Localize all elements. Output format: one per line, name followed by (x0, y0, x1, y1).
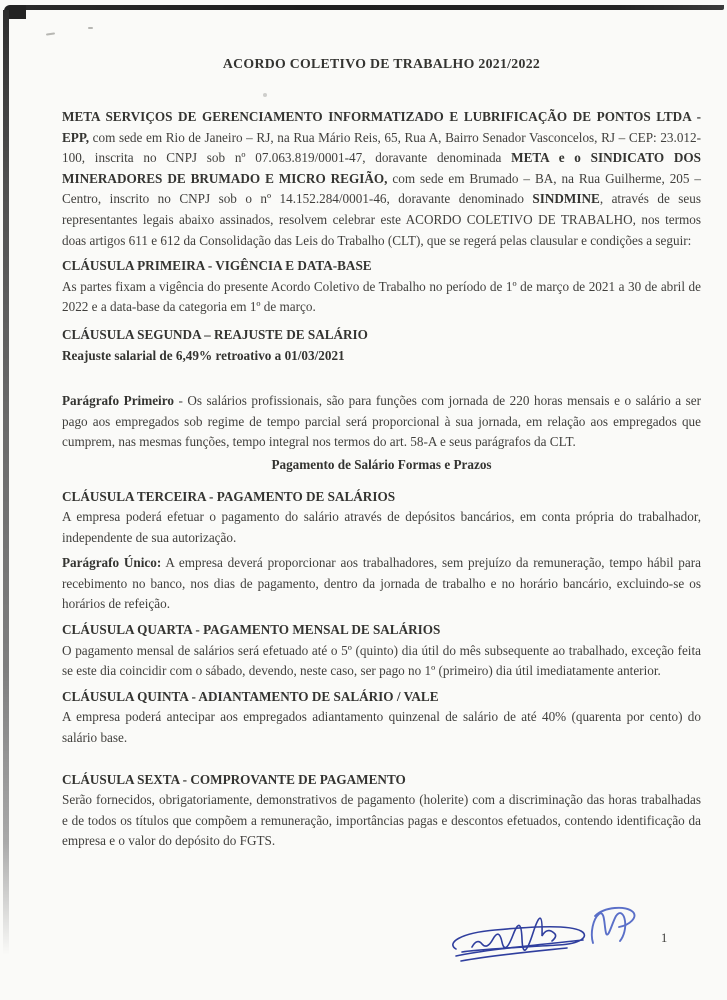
paragraph-lead: Parágrafo Único: (62, 555, 162, 571)
clause-quinta (62, 687, 701, 749)
scan-edge-left (3, 10, 9, 955)
clause-terceira (62, 487, 701, 549)
paragraph-text: A empresa deverá proporcionar aos trabalhadores, sem prejuízo da remuneração, tempo hábil para recebimento no banco, nos dias de pagamento, dentro da jornada de trabalho e no horário bancário, excluindo-se os horários de refeição. (62, 555, 701, 612)
clause-heading: CLÁUSULA SEXTA - COMPROVANTE DE PAGAMENTO (62, 771, 406, 787)
paragrafo-primeiro (62, 391, 701, 453)
section-subtitle: Pagamento de Salário Formas e Prazos (271, 456, 492, 472)
clause-heading: CLÁUSULA QUINTA - ADIANTAMENTO DE SALÁRIO / VALE (62, 688, 439, 704)
clause-segunda (62, 325, 701, 366)
intro-text: , através de seus representantes legais abaixo assinados, resolvem celebrar este ACORDO COLETIVO DE TRABALHO, nos termos doas artigos 611 e 612 da Consolidação das Leis do Trabalho (CLT), que se regerá pelas clausular e condições a seguir: (62, 191, 701, 248)
paragraph-text: - Os salários profissionais, são para funções com jornada de 220 horas mensais e o salário a ser pago aos empregados sob regime de tempo parcial será proporcional à sua jornada, em relação aos empregados que cumprem, nas mesmas funções, tempo integral nos termos do art. 58-A e seus parágrafos da CLT. (62, 393, 702, 450)
clause-body: O pagamento mensal de salários será efetuado até o 5º (quinto) dia útil do mês subsequente ao trabalhado, exceção feita se este dia coincidir com o sábado, devendo, neste caso, ser pago no 1º (primeiro) dia útil imediatamente anterior. (62, 642, 701, 679)
party-union-alias: SINDMINE (532, 191, 600, 207)
clause-body: Reajuste salarial de 6,49% retroativo a 01/03/2021 (62, 347, 345, 363)
party-company-name: META SERVIÇOS DE GERENCIAMENTO INFORMATIZADO E LUBRIFICAÇÃO DE PONTOS LTDA - EPP, (62, 109, 701, 145)
clause-body: A empresa poderá antecipar aos empregados adiantamento quinzenal de salário de até 40% (quarenta por cento) do salário base. (62, 709, 701, 746)
party-union-name: META e o SINDICATO DOS MINERADORES DE BRUMADO E MICRO REGIÃO, (62, 150, 701, 186)
clause-body: A empresa poderá efetuar o pagamento do salário através de depósitos bancários, em conta própria do trabalhador, independente de sua autorização. (62, 509, 701, 545)
clause-heading: CLÁUSULA QUARTA - PAGAMENTO MENSAL DE SALÁRIOS (62, 622, 441, 638)
clause-heading: CLÁUSULA PRIMEIRA - VIGÊNCIA E DATA-BASE (62, 258, 372, 274)
clause-body: As partes fixam a vigência do presente Acordo Coletivo de Trabalho no período de 1º de março de 2021 a 30 de abril de 2022 e a data-base da categoria em 1º de março. (62, 278, 701, 315)
paragrafo-unico (62, 553, 701, 615)
document-title: ACORDO COLETIVO DE TRABALHO 2021/2022 (222, 56, 541, 71)
page-number: 1 (661, 931, 668, 945)
signature-handwriting-icon (440, 903, 655, 985)
signature-area (440, 903, 655, 985)
clause-sexta (62, 770, 701, 852)
clause-heading: CLÁUSULA SEGUNDA – REAJUSTE DE SALÁRIO (62, 326, 368, 342)
intro-text: com sede em Rio de Janeiro – RJ, na Rua Mário Reis, 65, Rua A, Bairro Senador Vasconcelos, RJ – CEP: 23.012-100, inscrita no CNPJ sob nº 07.063.819/0001-47, doravante denominada (62, 129, 701, 166)
clause-body: Serão fornecidos, obrigatoriamente, demonstrativos de pagamento (holerite) com a discriminação das horas trabalhadas e de todos os títulos que compõem a remuneração, importâncias pagas e descontos efetuados, contendo identificação da empresa e o valor do depósito do FGTS. (62, 792, 701, 849)
document-content (62, 0, 701, 852)
clause-quarta (62, 620, 701, 682)
paragraph-lead: Parágrafo Primeiro (62, 393, 174, 409)
clause-heading: CLÁUSULA TERCEIRA - PAGAMENTO DE SALÁRIOS (62, 488, 396, 504)
clause-primeira (62, 256, 701, 318)
scan-speck (46, 32, 55, 35)
intro-text: com sede em Brumado – BA, na Rua Guilherme, 205 – Centro, inscrito no CNPJ sob o nº 14.152.284/0001-46, doravante denominado (62, 170, 702, 207)
intro-paragraph (62, 107, 701, 251)
